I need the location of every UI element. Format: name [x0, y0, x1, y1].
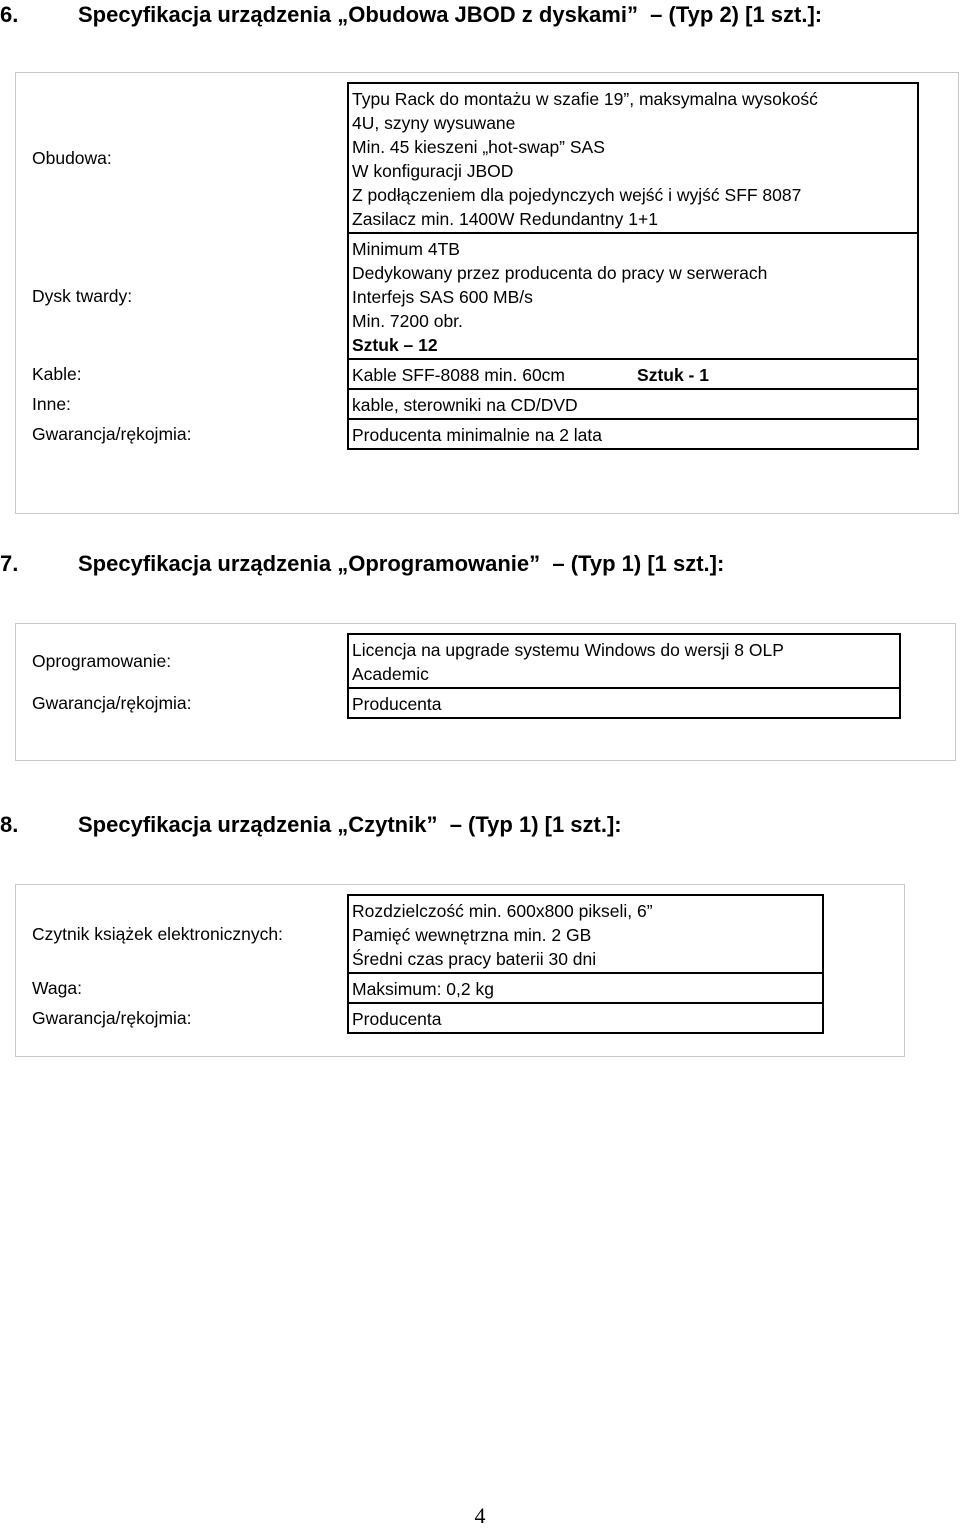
spec-label-gwarancja: Gwarancja/rękojmia:: [32, 424, 192, 444]
spec-line: Zasilacz min. 1400W Redundantny 1+1: [352, 209, 658, 229]
spec-line: Minimum 4TB: [352, 239, 460, 259]
spec-row-gwarancja: [30, 419, 918, 449]
section-6-heading: [0, 2, 822, 28]
spec-line: Z podłączeniem dla pojedynczych wejść i wyjść SFF 8087: [352, 185, 802, 205]
section-8-heading: [0, 812, 622, 838]
section-8-spec-table: [30, 894, 824, 1034]
section-7-title: Specyfikacja urządzenia „Oprogramowanie” – (Typ 1) [1 szt.]:: [78, 551, 725, 576]
spec-value-obudowa: [348, 83, 918, 233]
spec-line: Dedykowany przez producenta do pracy w serwerach: [352, 263, 768, 283]
spec-line: 4U, szyny wysuwane: [352, 113, 516, 133]
section-8-title: Specyfikacja urządzenia „Czytnik” – (Typ 1) [1 szt.]:: [78, 812, 622, 837]
page-number: 4: [474, 1503, 486, 1528]
spec-quantity: Sztuk – 12: [352, 335, 438, 355]
spec-label-kable: Kable:: [32, 364, 82, 384]
spec-value-oprogramowanie: [348, 634, 900, 688]
spec-line: Academic: [352, 664, 429, 684]
spec-line: W konfiguracji JBOD: [352, 161, 514, 181]
spec-label-gwarancja: Gwarancja/rękojmia:: [32, 1008, 192, 1028]
spec-line: Typu Rack do montażu w szafie 19”, maksymalna wysokość: [352, 89, 818, 109]
spec-label-inne: Inne:: [32, 394, 71, 414]
spec-value-waga: Maksimum: 0,2 kg: [348, 973, 823, 1003]
spec-value-gwarancja: Producenta minimalnie na 2 lata: [348, 419, 918, 449]
section-7-spec-table: [30, 633, 901, 719]
spec-value-gwarancja: Producenta: [348, 688, 900, 718]
spec-value-czytnik: [348, 895, 823, 973]
spec-value-gwarancja: Producenta: [348, 1003, 823, 1033]
spec-label-oprogramowanie: Oprogramowanie:: [32, 651, 172, 671]
spec-row-inne: [30, 389, 918, 419]
spec-value-kable: [348, 359, 918, 389]
spec-row-gwarancja: [30, 688, 900, 718]
spec-label-waga: Waga:: [32, 978, 82, 998]
spec-line: Średni czas pracy baterii 30 dni: [352, 949, 597, 969]
spec-text: Kable SFF-8088 min. 60cm: [352, 365, 566, 385]
spec-row-waga: [30, 973, 823, 1003]
section-8-number: 8.: [0, 812, 19, 837]
spec-row-obudowa: [30, 83, 918, 233]
spec-line: Pamięć wewnętrzna min. 2 GB: [352, 925, 592, 945]
spec-value-dysk: [348, 233, 918, 359]
section-7-number: 7.: [0, 551, 19, 576]
spec-row-czytnik: [30, 895, 823, 973]
section-7-heading: [0, 551, 724, 577]
spec-line: Min. 45 kieszeni „hot-swap” SAS: [352, 137, 605, 157]
section-6-title: Specyfikacja urządzenia „Obudowa JBOD z dyskami” – (Typ 2) [1 szt.]:: [78, 2, 823, 27]
spec-line: Interfejs SAS 600 MB/s: [352, 287, 533, 307]
spec-label-dysk: Dysk twardy:: [32, 286, 133, 306]
spec-row-kable: [30, 359, 918, 389]
spec-row-dysk: [30, 233, 918, 359]
spec-line: Licencja na upgrade systemu Windows do wersji 8 OLP: [352, 640, 784, 660]
spec-line: Rozdzielczość min. 600x800 pikseli, 6”: [352, 901, 653, 921]
spec-line: Min. 7200 obr.: [352, 311, 463, 331]
spec-label-obudowa: Obudowa:: [32, 148, 112, 168]
spec-row-gwarancja: [30, 1003, 823, 1033]
spec-row-oprogramowanie: [30, 634, 900, 688]
section-6-spec-table: [30, 82, 919, 450]
spec-quantity: Sztuk - 1: [637, 365, 709, 385]
section-6-number: 6.: [0, 2, 19, 27]
spec-value-inne: kable, sterowniki na CD/DVD: [348, 389, 918, 419]
spec-label-czytnik: Czytnik książek elektronicznych:: [32, 924, 283, 944]
spec-label-gwarancja: Gwarancja/rękojmia:: [32, 693, 192, 713]
